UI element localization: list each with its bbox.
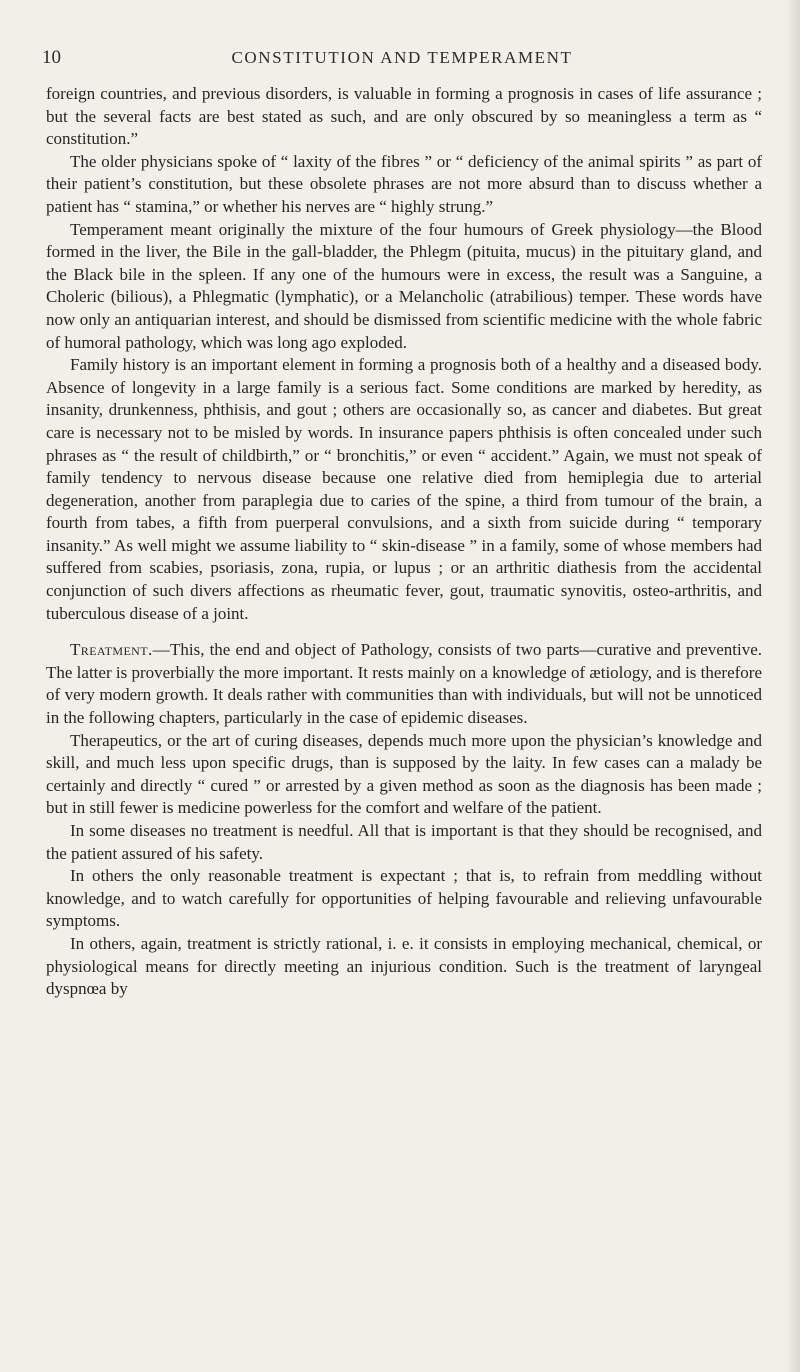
- paragraph-rational: In others, again, treatment is strictly rational, i. e. it consists in employing mechanical, chemical, or physiological means for directly meeting an injurious condition. Such is the treatment of laryngeal dyspnœa by: [46, 933, 762, 999]
- running-title: CONSTITUTION AND TEMPERAMENT: [231, 48, 573, 67]
- page-number: 10: [42, 47, 61, 68]
- paragraph-treatment-text: This, the end and object of Pathology, consists of two parts—curative and preventive. The latter is proverbially the more important. It rests mainly on a knowledge of ætiology, and is therefore of very modern growth. It deals rather with communities than with individuals, but will not be unnoticed in the following chapters, particularly in the case of epidemic diseases.: [46, 640, 763, 728]
- body-text: [46, 83, 762, 1001]
- paragraph-no-treatment: In some diseases no treatment is needful. All that is important is that they should be recognised, and the patient assured of his safety.: [46, 821, 762, 863]
- paragraph-treatment: [46, 639, 762, 729]
- paragraph-continuation: foreign countries, and previous disorders, is valuable in forming a prognosis in cases of life assurance ; but the several facts are best stated as such, and are only obscured by so meaningless a term as “ constitution.”: [46, 84, 762, 149]
- section-heading-treatment: Treatment.—: [70, 640, 171, 660]
- running-head: [42, 47, 762, 71]
- paragraph-older-physicians: The older physicians spoke of “ laxity of the fibres ” or “ deficiency of the animal spirits ” as part of their patient’s constitution, but these obsolete phrases are not more absurd than to discuss whether a patient has “ stamina,” or whether his nerves are “ highly strung.”: [46, 151, 762, 216]
- paragraph-therapeutics: Therapeutics, or the art of curing diseases, depends much more upon the physician’s knowledge and skill, and much less upon specific drugs, than is supposed by the laity. In few cases can a malady be certainly and directly “ cured ” or arrested by a given method as soon as the diagnosis has been made ; but in still fewer is medicine powerless for the comfort and welfare of the patient.: [46, 730, 762, 818]
- paragraph-temperament: Temperament meant originally the mixture of the four humours of Greek physiology—the Blood formed in the liver, the Bile in the gall-bladder, the Phlegm (pituita, mucus) in the pituitary gland, and the Black bile in the spleen. If any one of the humours were in excess, the result was a Sanguine, a Choleric (bilious), a Phlegmatic (lymphatic), or a Melancholic (atrabilious) temper. These words have now only an antiquarian interest, and should be dismissed from scientific medicine with the whole fabric of humoral pathology, which was long ago exploded.: [46, 219, 762, 352]
- page-edge-shadow: [786, 0, 800, 1372]
- paragraph-family-history: Family history is an important element in forming a prognosis both of a healthy and a diseased body. Absence of longevity in a large family is a serious fact. Some conditions are marked by heredity, as insanity, drunkenness, phthisis, and gout ; others are occasionally so, as cancer and diabetes. But great care is necessary not to be misled by words. In insurance papers phthisis is often concealed under such phrases as “ the result of childbirth,” or “ bronchitis,” or even “ accident.” Again, we must not speak of family tendency to nervous disease because one relative died from hemiplegia due to arterial degeneration, another from paraplegia due to caries of the spine, a third from tumour of the brain, a fourth from tabes, a fifth from puerperal convulsions, and a sixth from suicide during “ temporary insanity.” As well might we assume liability to “ skin-disease ” in a family, some of whose members had suffered from scabies, psoriasis, zona, rupia, or lupus ; or an arthritic diathesis from the accidental conjunction of such divers affections as rheumatic fever, gout, traumatic synovitis, osteo-arthritis, and tuberculous disease of a joint.: [46, 355, 762, 623]
- paragraph-expectant: In others the only reasonable treatment is expectant ; that is, to refrain from meddling without knowledge, and to watch carefully for opportunities of helping favourable and relieving unfavourable symptoms.: [46, 866, 762, 931]
